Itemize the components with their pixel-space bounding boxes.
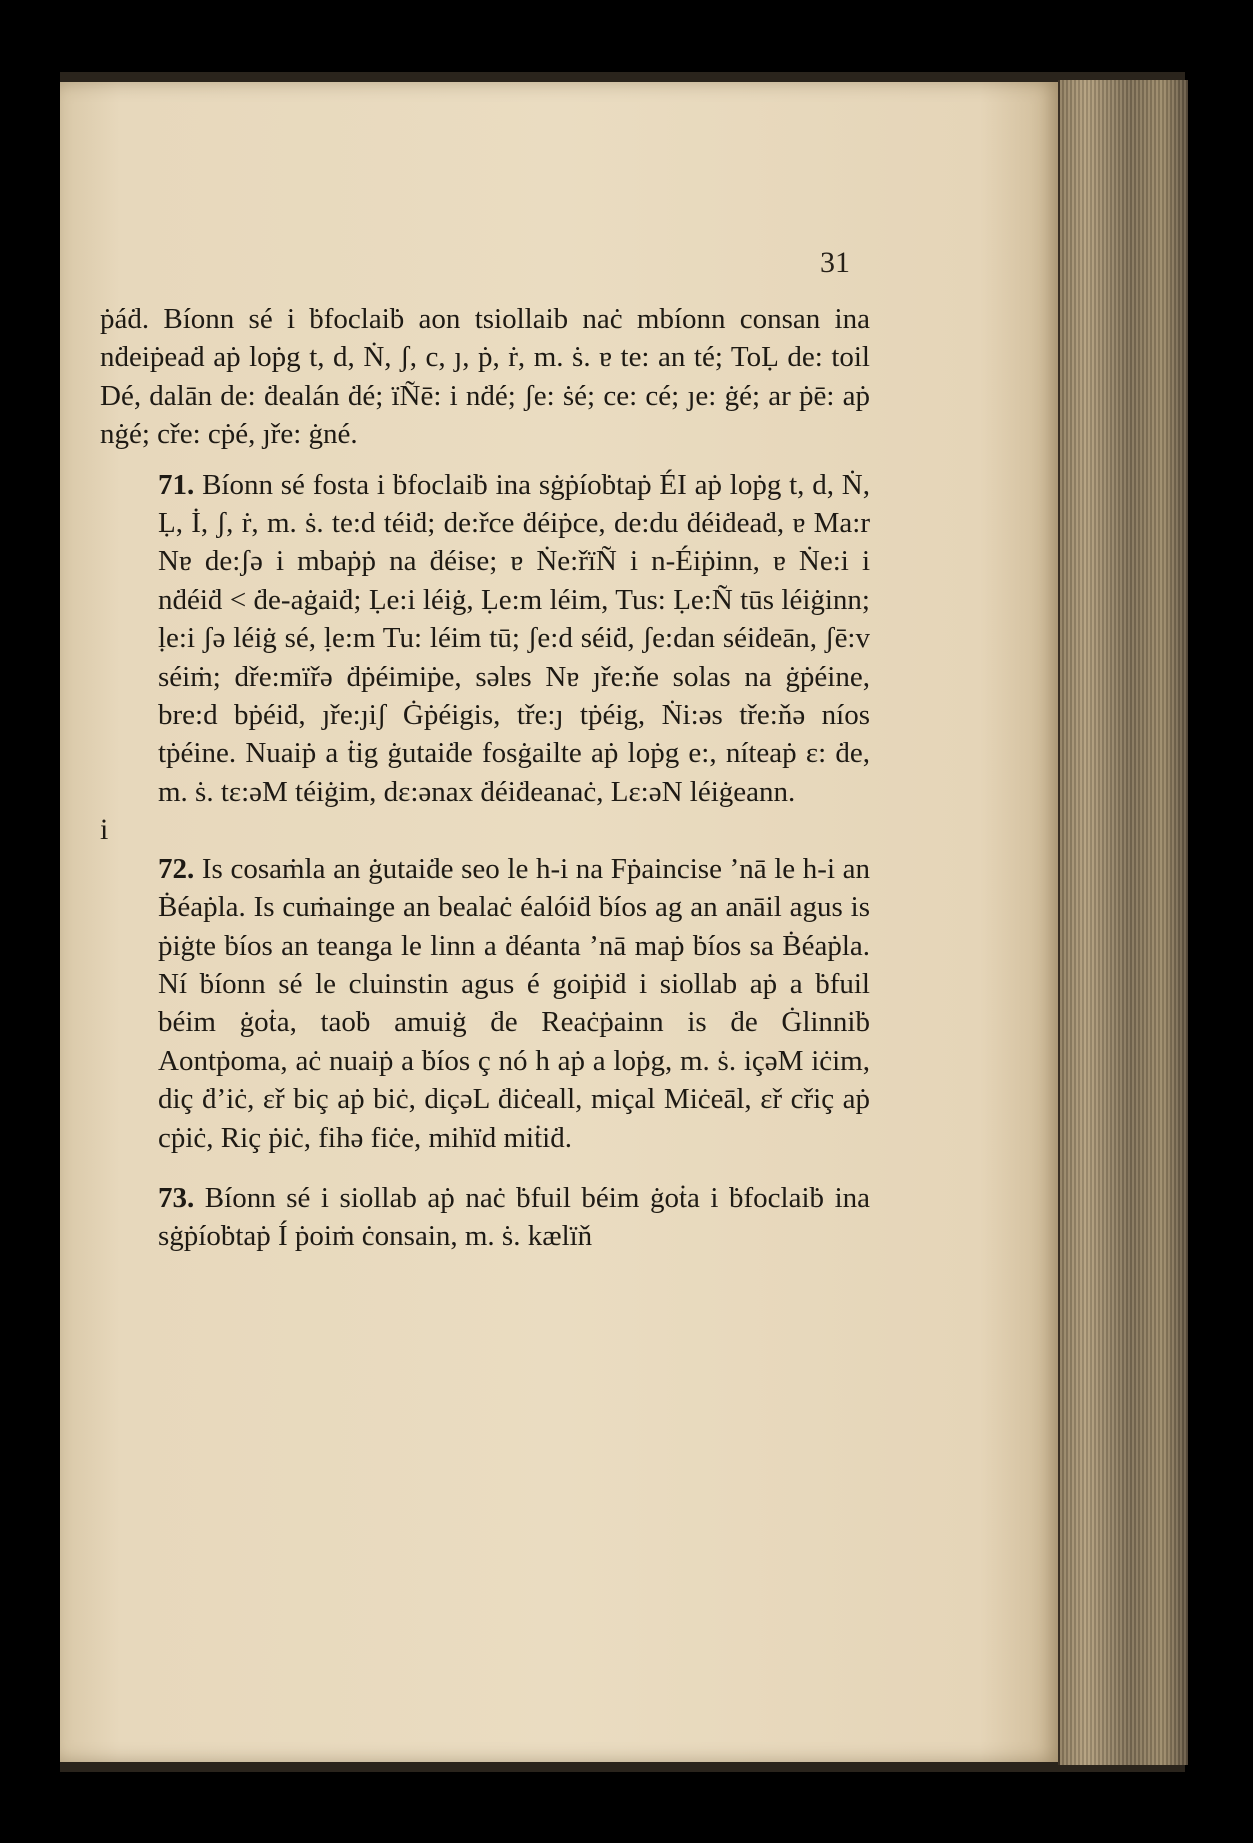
paragraph-number: 73. bbox=[158, 1181, 195, 1214]
paragraph-number: 72. bbox=[158, 852, 195, 885]
paragraph-text: Bíonn sé i siollab aṗ naċ ḃfuil béim ġoṫa i ḃfoclaiḃ ina sġṗíoḃtaṗ Í ṗoiṁ ċonsain, m. ṡ. kælïň bbox=[158, 1181, 870, 1253]
section-marker: i bbox=[100, 813, 109, 847]
paragraph-continued bbox=[100, 300, 870, 454]
paragraph-73 bbox=[100, 1179, 870, 1256]
paragraph-number: 71. bbox=[158, 468, 195, 501]
paragraph-72 bbox=[100, 850, 870, 1157]
paragraph-71 bbox=[100, 466, 870, 812]
page-edges bbox=[1058, 80, 1188, 1765]
paragraph-text: ṗáḋ. Bíonn sé i ḃfoclaiḃ aon tsiollaib naċ mbíonn consan ina nḋeiṗeaḋ aṗ loṗg t, d, Ṅ, ʃ, c, ȷ, ṗ, ṙ, m. ṡ. ɐ te: an té; ToḶ de: toil Dé, dalān de: ḋealán ḋé; ïÑē: i nḋé; ʃe: ṡé; ce: cé; ȷe: ġé; ar ṗē: aṗ nġé; cře: cṗé, ȷře: ġné. bbox=[100, 303, 870, 451]
paragraph-text: Bíonn sé fosta i ḃfoclaiḃ ina sġṗíoḃtaṗ ÉI aṗ loṗg t, d, Ṅ, Ḷ, İ, ʃ, ṙ, m. ṡ. te:d téiḋ; de:řce ḋéiṗce, de:du ḋéiḋeaḋ, ɐ Ma:r Nɐ de:ʃə i mbaṗṗ na ḋéise; ɐ Ṅe:řïÑ i n-Éiṗinn, ɐ Ṅe:i i nḋéiḋ < ḋe-aġaiḋ; Ḷe:i léiġ, Ḷe:m léim, Tus: Ḷe:Ñ tūs léiġinn; ḷe:i ʃə léiġ sé, ḷe:m Tu: léim tū; ʃe:d séiḋ, ʃe:dan séiḋeān, ʃē:v séiṁ; dře:mïřə ḋṗéimiṗe, səlɐs Nɐ ȷře:ňe solas na ġṗéine, bre:d bṗéiḋ, ȷře:ȷiʃ Ġṗéigis, tře:ȷ tṗéig, Ṅi:əs tře:ňə níos tṗéine. Nuaiṗ a ṫig ġutaiḋe fosġailte aṗ loṗg e:, níteaṗ ɛ: ḋe, m. ṡ. tɛ:əM téiġim, dɛ:ənax ḋéiḋeanaċ, Lɛ:əN léiġeann. bbox=[158, 468, 870, 808]
page-text bbox=[100, 300, 870, 1256]
page-number: 31 bbox=[820, 246, 850, 279]
paragraph-text: Is cosaṁla an ġutaiḋe seo le h-i na Fṗaincise ’nā le h-i an Ḃéaṗla. Is cuṁainge an bealaċ éalóiḋ ḃíos ag an anāil agus is ṗiġte ḃíos an teanga le linn a ḋéanta ’nā maṗ ḃíos sa Ḃéaṗla. Ní ḃíonn sé le cluinstin agus é goiṗiḋ i siollab aṗ a ḃfuil béim ġoṫa, taoḃ amuiġ ḋe Reaċṗainn is ḋe Ġlinniḃ Aontṗoma, aċ nuaiṗ a ḃíos ç nó h aṗ a loṗg, m. ṡ. içəM iċim, diç ḋ’iċ, ɛř biç aṗ biċ, diçəL ḋiċeall, miçal Miċeāl, ɛř cřiç aṗ cṗiċ, Riç ṗiċ, fihə fiċe, mihïd miṫiḋ. bbox=[158, 852, 871, 1154]
